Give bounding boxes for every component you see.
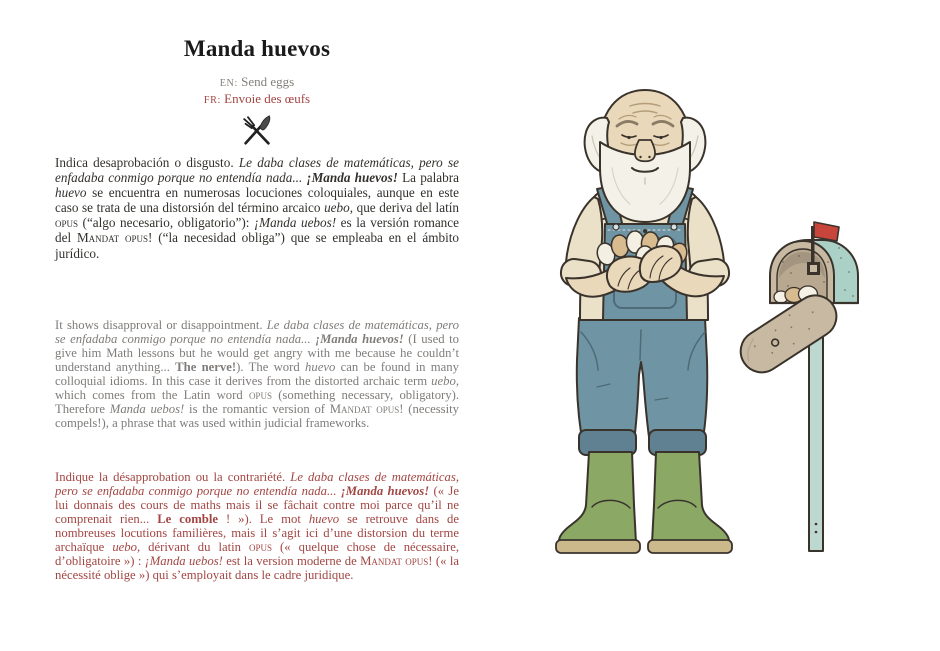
illustration [555, 80, 895, 560]
translation-en [55, 74, 459, 92]
paragraph-spanish: Indica desaprobación o disgusto. Le daba clases de matemáticas, pero se enfadaba conmigo porque no entendía nada... ¡Manda huevos! La palabra huevo se encuentra en numerosas locuciones coloquiales, aunque en este caso se trata de una distorsión del término arcaico uebo, que deriva del latín opus (“algo necesario, obligatorio”): ¡Manda uebos! es la versión romance del Mandat opus! (“la necesidad obliga”) que se empleaba en el ámbito jurídico. [55, 155, 459, 261]
lang-label-fr: FR: [203, 95, 221, 106]
translation-fr [55, 91, 459, 109]
crossed-fork-knife-icon [238, 111, 276, 149]
mailbox-figure [733, 222, 858, 551]
translation-fr-text: Envoie des œufs [220, 91, 311, 106]
paragraph-french: Indique la désapprobation ou la contrariété. Le daba clases de matemáticas, pero se enfadaba conmigo porque no entendía nada... ¡Manda huevos! (« Je lui donnais des cours de maths mais il se fâchait contre moi parce qu’il ne comprenait rien... Le comble ! »). Le mot huevo se retrouve dans de nombreuses locutions familières, mais il s’agit ici d’une distorsion du terme archaïque uebo, dérivant du latin opus (« quelque chose de nécessaire, d’obligatoire ») : ¡Manda uebos! est la version moderne de Mandat opus! (« la nécessité oblige ») qui s’employait dans le cadre juridique. [55, 470, 459, 582]
divider [55, 111, 459, 154]
rubber-boots [556, 452, 732, 553]
farmer-figure [556, 90, 732, 553]
page-title: Manda huevos [183, 36, 331, 61]
lang-label-en: EN: [219, 78, 238, 89]
translation-en-text: Send eggs [237, 74, 295, 89]
paragraph-english: It shows disapproval or disappointment. Le daba clases de matemáticas, pero se enfadaba conmigo porque no entendía nada... ¡Manda huevos! (I used to give him Math lessons but he would get angry with me because he couldn’t understand anything... The nerve!). The word huevo can be found in many colloquial idioms. In this case it derives from the distorted archaic term uebo, which comes from the Latin word opus (something necessary, obligatory). Therefore Manda uebos! is the romantic version of Mandat opus! (necessity compels!), a phrase that was used within judicial frameworks. [55, 318, 460, 430]
